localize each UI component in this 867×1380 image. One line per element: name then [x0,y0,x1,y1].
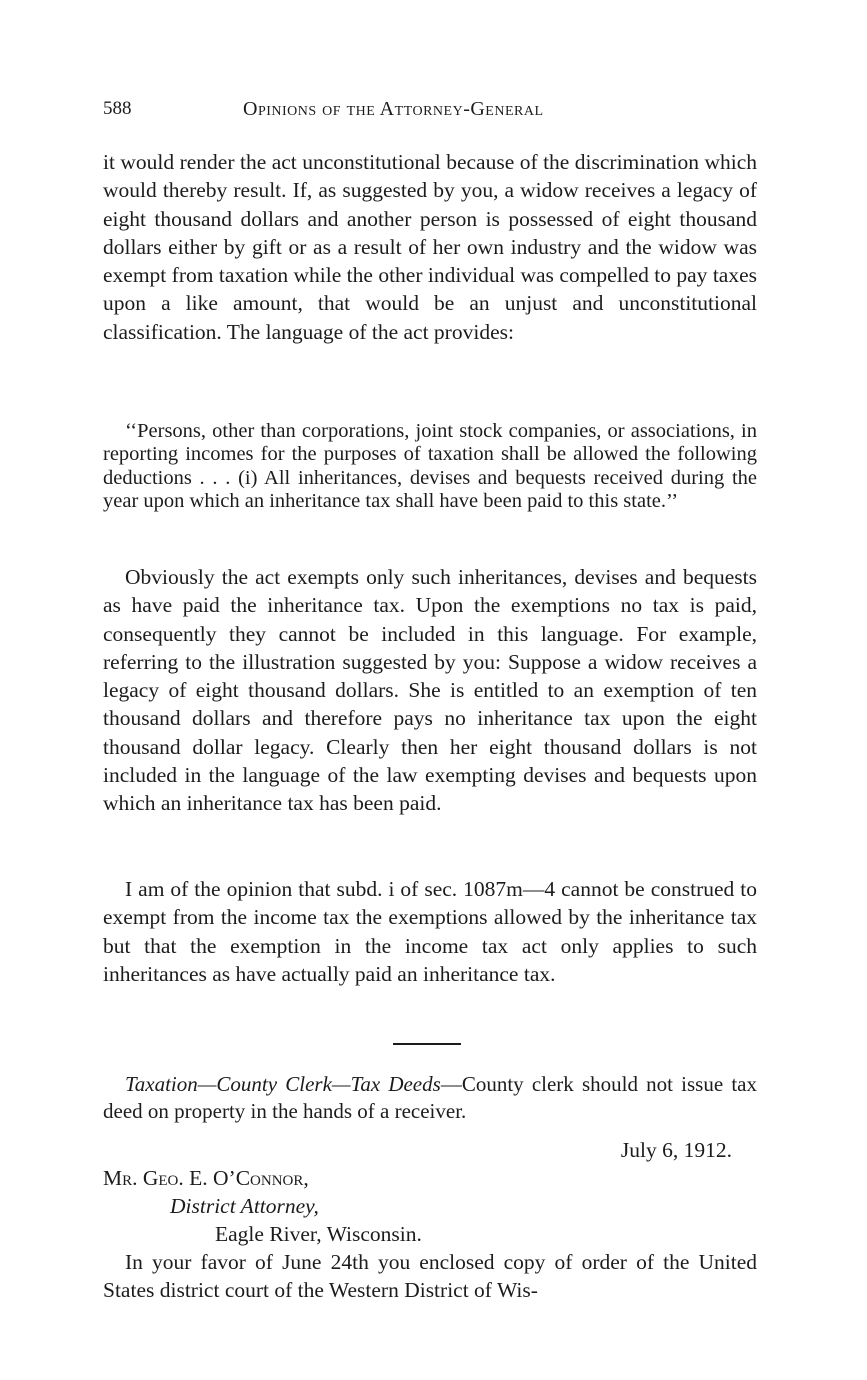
paragraph-example: Obviously the act exempts only such inheritances, devises and bequests as have paid the inheritance tax. Upon the exemptions no tax is paid, consequently they cannot be included in this language. For example, referring to the illustration suggested by you: Suppose a widow receives a legacy of eight thousand dollars. She is entitled to an exemption of ten thousand dollars and therefore pays no inheritance tax upon the eight thousand dollar legacy. Clearly then her eight thousand dollars is not included in the language of the law exempting devises and bequests upon which an inheritance tax has been paid. [103,565,757,816]
paragraph-conclusion: I am of the opinion that subd. i of sec. 1087m—4 cannot be construed to exempt from the income tax the exemptions allowed by the inheritance tax but that the exemption in the income tax act only applies to such inheritances as have actually paid an inheritance tax. [103,877,757,986]
letter-date: July 6, 1912. [620,1138,732,1162]
syllabus-text: —County clerk should not issue tax deed on property in the hands of a receiver. [103,1072,757,1123]
running-head: Opinions of the Attorney-General [243,98,544,120]
addressee-title: District Attorney, [170,1194,319,1218]
block-quote: ‘‘Persons, other than corporations, joint stock companies, or associations, in reporting incomes for the purposes of taxation shall be allowed the following deductions . . . (i) All inheritances, devises and bequests received during the year upon which an inheritance tax shall have been paid to this state.’’ [103,420,757,513]
addressee-name: Mr. Geo. E. O’Connor, [103,1166,309,1190]
letter-opening-paragraph: In your favor of June 24th you enclosed copy of order of the United States district court of the Western District of Wis- [103,1250,757,1303]
syllabus-heading: Taxation—County Clerk—Tax Deeds [125,1072,441,1096]
section-divider [393,1043,461,1045]
page-header [103,98,757,128]
paragraph-continued: it would render the act unconstitutional because of the discrimination which would thereby result. If, as suggested by you, a widow receives a legacy of eight thousand dollars and another person is possessed of eight thousand dollars either by gift or as a result of her own industry and the widow was exempt from taxation while the other individual was compelled to pay taxes upon a like amount, that would be an unjust and unconstitutional classification. The language of the act provides: [103,150,757,344]
page-number: 588 [103,98,132,119]
addressee-location: Eagle River, Wisconsin. [215,1222,422,1246]
syllabus [103,1071,757,1125]
